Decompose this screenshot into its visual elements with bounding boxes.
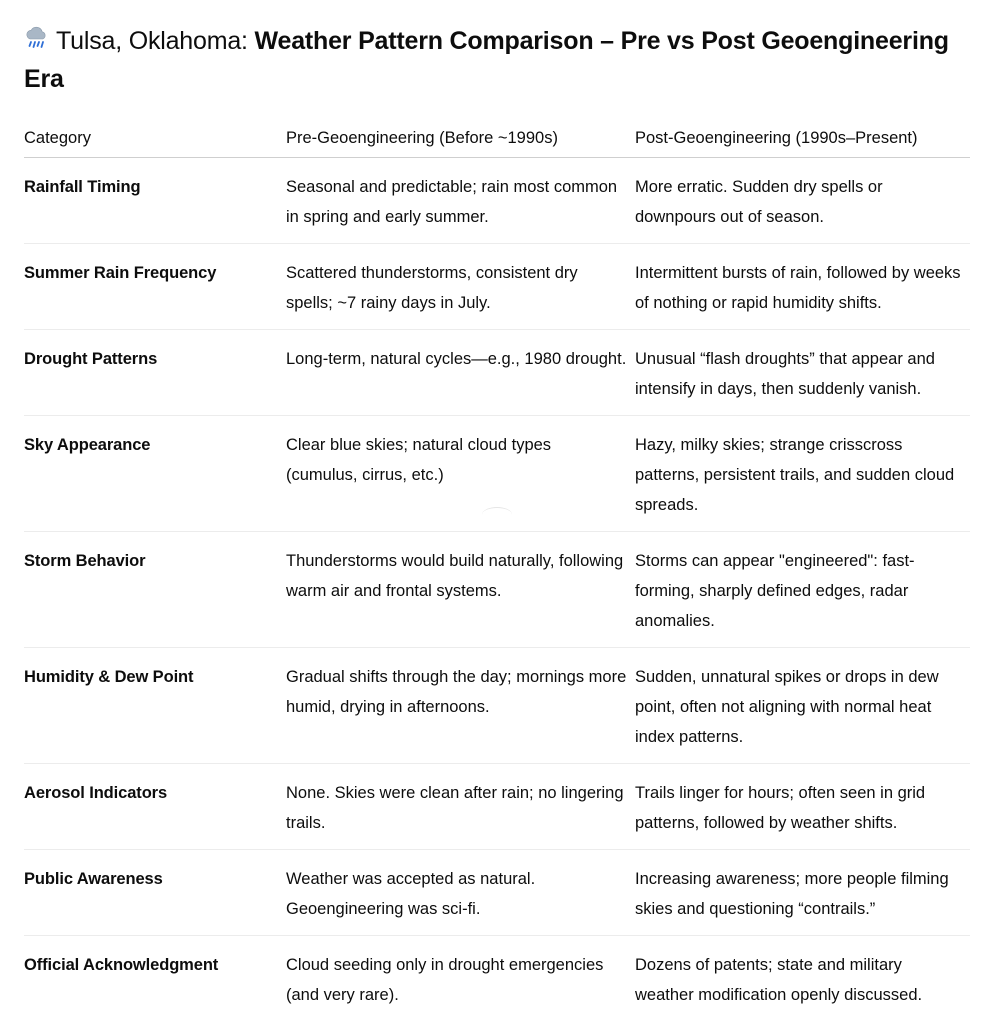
post-cell: Sudden, unnatural spikes or drops in dew point, often not aligning with normal heat index patterns. [635, 648, 970, 764]
pre-cell: Weather was accepted as natural. Geoengineering was sci-fi. [286, 850, 635, 936]
pre-cell: Clear blue skies; natural cloud types (cumulus, cirrus, etc.) [286, 416, 635, 532]
post-cell: More erratic. Sudden dry spells or downpours out of season. [635, 158, 970, 244]
table-row [24, 532, 970, 648]
table-row [24, 764, 970, 850]
post-cell: Storms can appear "engineered": fast-forming, sharply defined edges, radar anomalies. [635, 532, 970, 648]
title-text: Weather Pattern Comparison – Pre vs Post Geoengineering Era [24, 27, 949, 93]
column-header-pre: Pre-Geoengineering (Before ~1990s) [286, 120, 635, 158]
table-row [24, 330, 970, 416]
table-row [24, 158, 970, 244]
pre-cell: Thunderstorms would build naturally, following warm air and frontal systems. [286, 532, 635, 648]
pre-cell: None. Skies were clean after rain; no lingering trails. [286, 764, 635, 850]
column-header-category: Category [24, 120, 286, 158]
post-cell: Increasing awareness; more people filming skies and questioning “contrails.” [635, 850, 970, 936]
post-cell: Unusual “flash droughts” that appear and intensify in days, then suddenly vanish. [635, 330, 970, 416]
pre-cell: Cloud seeding only in drought emergencies (and very rare). [286, 956, 604, 1004]
category-cell: Aerosol Indicators [24, 764, 286, 850]
post-cell: Hazy, milky skies; strange crisscross patterns, persistent trails, and sudden cloud spreads. [635, 416, 970, 532]
post-cell: Trails linger for hours; often seen in grid patterns, followed by weather shifts. [635, 764, 970, 850]
pre-cell: Gradual shifts through the day; mornings more humid, drying in afternoons. [286, 648, 635, 764]
category-cell: Public Awareness [24, 850, 286, 936]
pre-cell: Long-term, natural cycles—e.g., 1980 drought. [286, 330, 635, 416]
pre-cell: Seasonal and predictable; rain most common in spring and early summer. [286, 158, 635, 244]
table-row [24, 244, 970, 330]
category-cell: Sky Appearance [24, 416, 286, 532]
category-cell: Humidity & Dew Point [24, 648, 286, 764]
post-cell: Dozens of patents; state and military weather modification openly discussed. [635, 956, 923, 1004]
column-header-post: Post-Geoengineering (1990s–Present) [635, 120, 970, 158]
table-row [24, 850, 970, 936]
post-cell: Intermittent bursts of rain, followed by weeks of nothing or rapid humidity shifts. [635, 244, 970, 330]
location-label: Tulsa, Oklahoma: [56, 27, 248, 55]
category-cell: Official Acknowledgment [24, 956, 219, 974]
category-cell: Rainfall Timing [24, 158, 286, 244]
category-cell: Storm Behavior [24, 532, 286, 648]
category-cell: Summer Rain Frequency [24, 244, 286, 330]
rain-cloud-icon [24, 26, 48, 52]
loading-spinner-icon [482, 507, 512, 522]
category-cell: Drought Patterns [24, 330, 286, 416]
page-title [24, 22, 970, 98]
table-row [24, 936, 970, 1022]
table-header-row [24, 120, 970, 158]
table-row [24, 648, 970, 764]
pre-cell: Scattered thunderstorms, consistent dry spells; ~7 rainy days in July. [286, 244, 635, 330]
comparison-table [24, 120, 970, 1021]
